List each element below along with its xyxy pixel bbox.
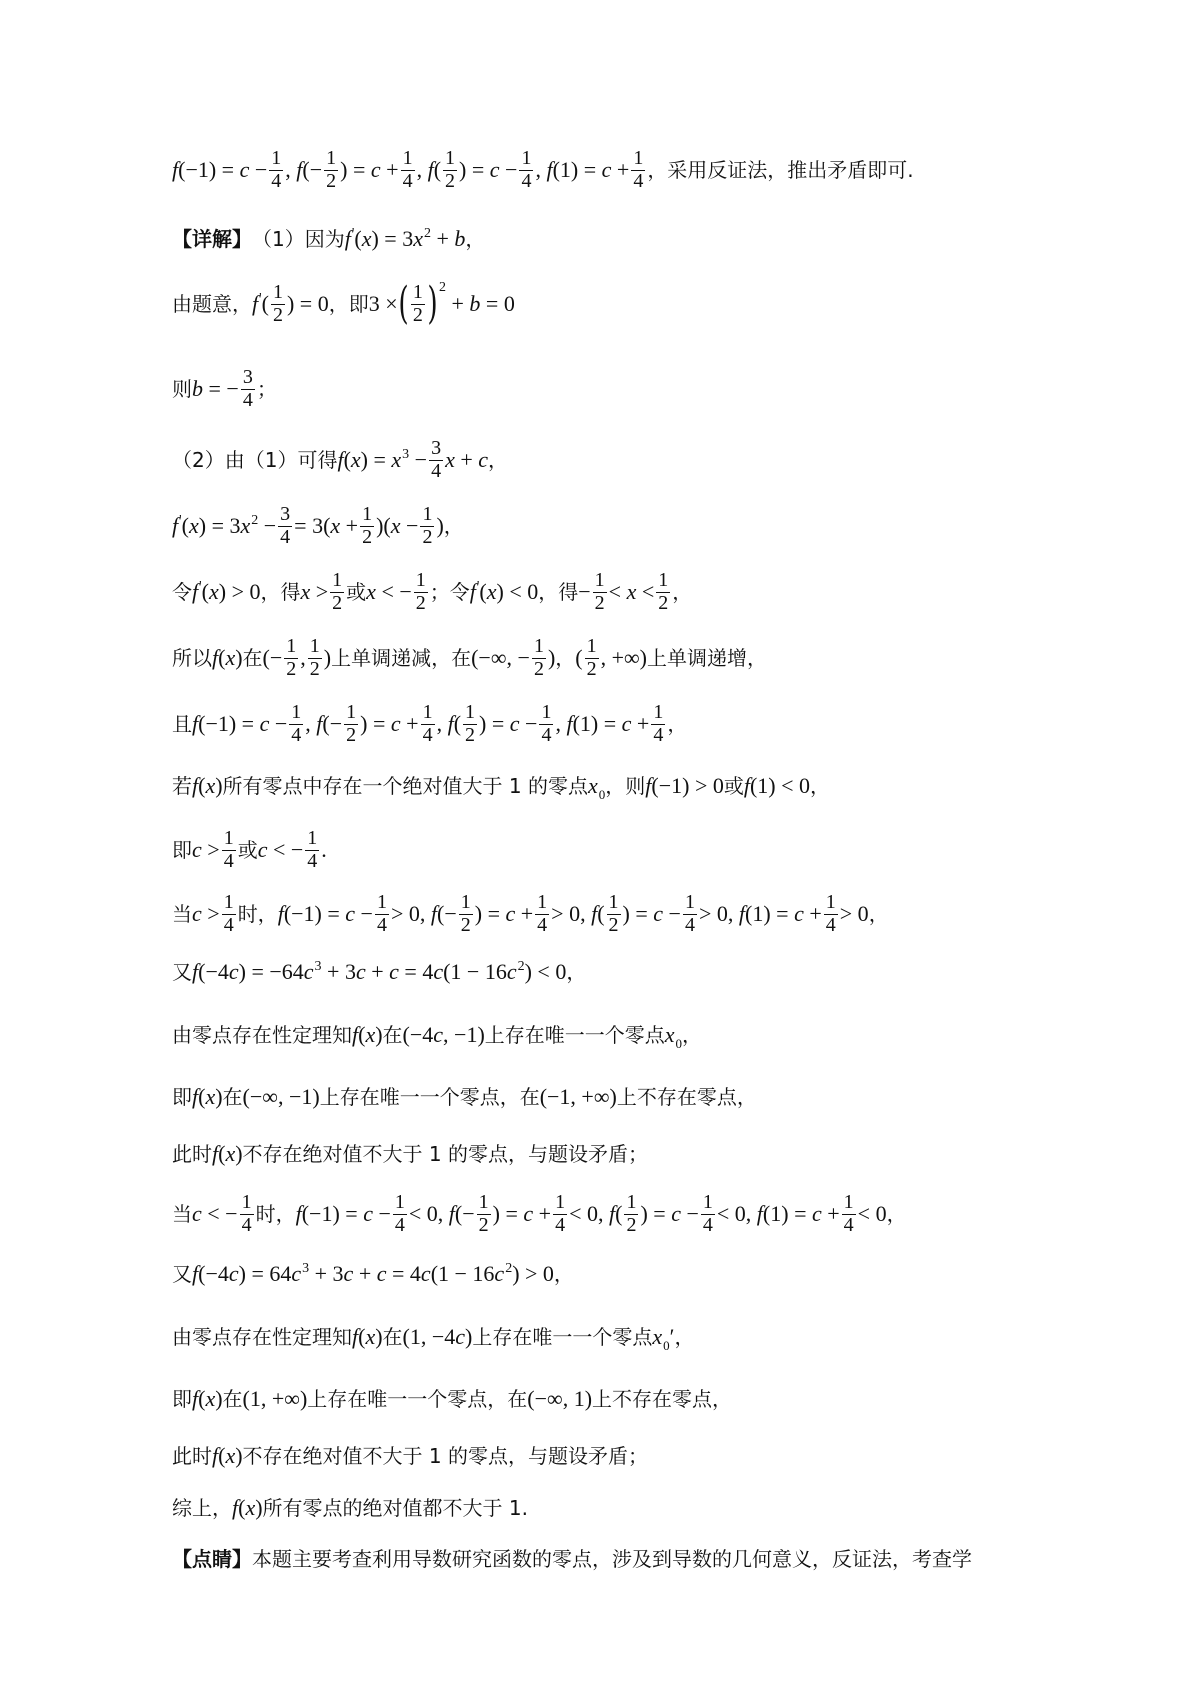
text-segment: ，采用反证法，推出矛盾即可.	[647, 158, 914, 183]
line-20: 即 f(x) 在 (1, +∞) 上存在唯一一个零点，在 (−∞, 1) 上不存在零点，	[172, 1386, 733, 1412]
line-18: 又 $f(-4c) = 64c^3 + 3c + c = 4c(1 - 16c^2) > 0$ ，	[172, 1261, 574, 1287]
line-21: 此时 f(x) 不存在绝对值不大于 1 的零点，与题设矛盾；	[172, 1443, 648, 1469]
line-13: 又 $f(-4c) = -64c^3 + 3c + c = 4c(1 - 16c^2) < 0$ ，	[172, 959, 587, 985]
line-3: 由题意， f'( $\frac{1}{2}$ ) = 0 ，即 3 × ( $\frac{1}{2}$ ) $^2$ + b = 0	[172, 278, 515, 330]
line-17: 当 c < − $\frac{1}{4}$ 时， f(−1) = c − $\frac{1}{4}$ < 0, f(− $\frac{1}{2}$ ) = c + $\frac{1}{4}$ < 0, f( $\frac{1}{2}$ ) = c − $\frac{1}{4}$ < 0, f(1) = c + $\frac{1}{4}$ < 0 ，	[172, 1191, 907, 1236]
line-10: 若 f(x) 所有零点中存在一个绝对值大于 1 的零点 $x_0$ ，则 f(−1) > 0 或 f(1) < 0 ，	[172, 773, 831, 802]
line-2: 【详解】 （1）因为 $f'(x) = 3x^2 + b$ ，	[172, 226, 486, 252]
section-heading-dianjing: 【点睛】	[172, 1547, 252, 1571]
text-segment: （1）因为	[252, 227, 345, 252]
line-8: 所以 f(x) 在 (− $\frac{1}{2}$ , $\frac{1}{2}$ ) 上单调递减，在 (−∞, − $\frac{1}{2}$ ) ， ( $\frac{1}{2}$ , +∞) 上单调递增，	[172, 635, 768, 680]
line-1: f(−1) = c − $\frac{1}{4}$ , f(− $\frac{1}{2}$ ) = c + $\frac{1}{4}$ , f( $\frac{1}{2}$ ) = c − $\frac{1}{4}$ , f(1) = c + $\frac{1}{4}$ ，采用反证法，推出矛盾即可.	[172, 147, 914, 192]
section-heading-xiangjie: 【详解】	[172, 227, 252, 252]
line-15: 即 f(x) 在 (−∞, −1) 上存在唯一一个零点，在 (−1, +∞) 上不存在零点，	[172, 1084, 757, 1110]
line-19: 由零点存在性定理知 f(x) 在 (1, −4c) 上存在唯一一个零点 $x_0'$ ，	[172, 1324, 695, 1353]
line-6: $f'(x) = 3x^2$ − $\frac{3}{4}$ = 3(x + $\frac{1}{2}$ )(x − $\frac{1}{2}$ ) ，	[172, 503, 464, 548]
line-12: 当 c > $\frac{1}{4}$ 时， f(−1) = c − $\frac{1}{4}$ > 0, f(− $\frac{1}{2}$ ) = c + $\frac{1}{4}$ > 0, f( $\frac{1}{2}$ ) = c − $\frac{1}{4}$ > 0, f(1) = c + $\frac{1}{4}$ > 0 ，	[172, 891, 889, 936]
line-23: 【点睛】 本题主要考查利用导数研究函数的零点，涉及到导数的几何意义，反证法，考查学	[172, 1547, 972, 1571]
line-5: （2）由（1）可得 $f(x) = x^3$ − $\frac{3}{4}$ x + c ，	[172, 437, 509, 482]
line-7: 令 f'(x) > 0 ，得 x > $\frac{1}{2}$ 或 x < − $\frac{1}{2}$ ；令 f'(x) < 0 ，得 − $\frac{1}{2}$ < x < $\frac{1}{2}$ ，	[172, 569, 693, 614]
line-16: 此时 f(x) 不存在绝对值不大于 1 的零点，与题设矛盾；	[172, 1141, 648, 1167]
formula-f-values: f(−1) = c −	[172, 156, 268, 182]
line-22: 综上， f(x) 所有零点的绝对值都不大于 1.	[172, 1495, 528, 1521]
line-4: 则 b = − $\frac{3}{4}$ ；	[172, 366, 277, 411]
line-14: 由零点存在性定理知 f(x) 在 (−4c, −1) 上存在唯一一个零点 $x_0$ ，	[172, 1022, 703, 1051]
line-11: 即 c > $\frac{1}{4}$ 或 c < − $\frac{1}{4}$ .	[172, 827, 327, 872]
line-9: 且 f(−1) = c − $\frac{1}{4}$ , f(− $\frac{1}{2}$ ) = c + $\frac{1}{4}$ , f( $\frac{1}{2}$ ) = c − $\frac{1}{4}$ , f(1) = c + $\frac{1}{4}$ ，	[172, 701, 688, 746]
